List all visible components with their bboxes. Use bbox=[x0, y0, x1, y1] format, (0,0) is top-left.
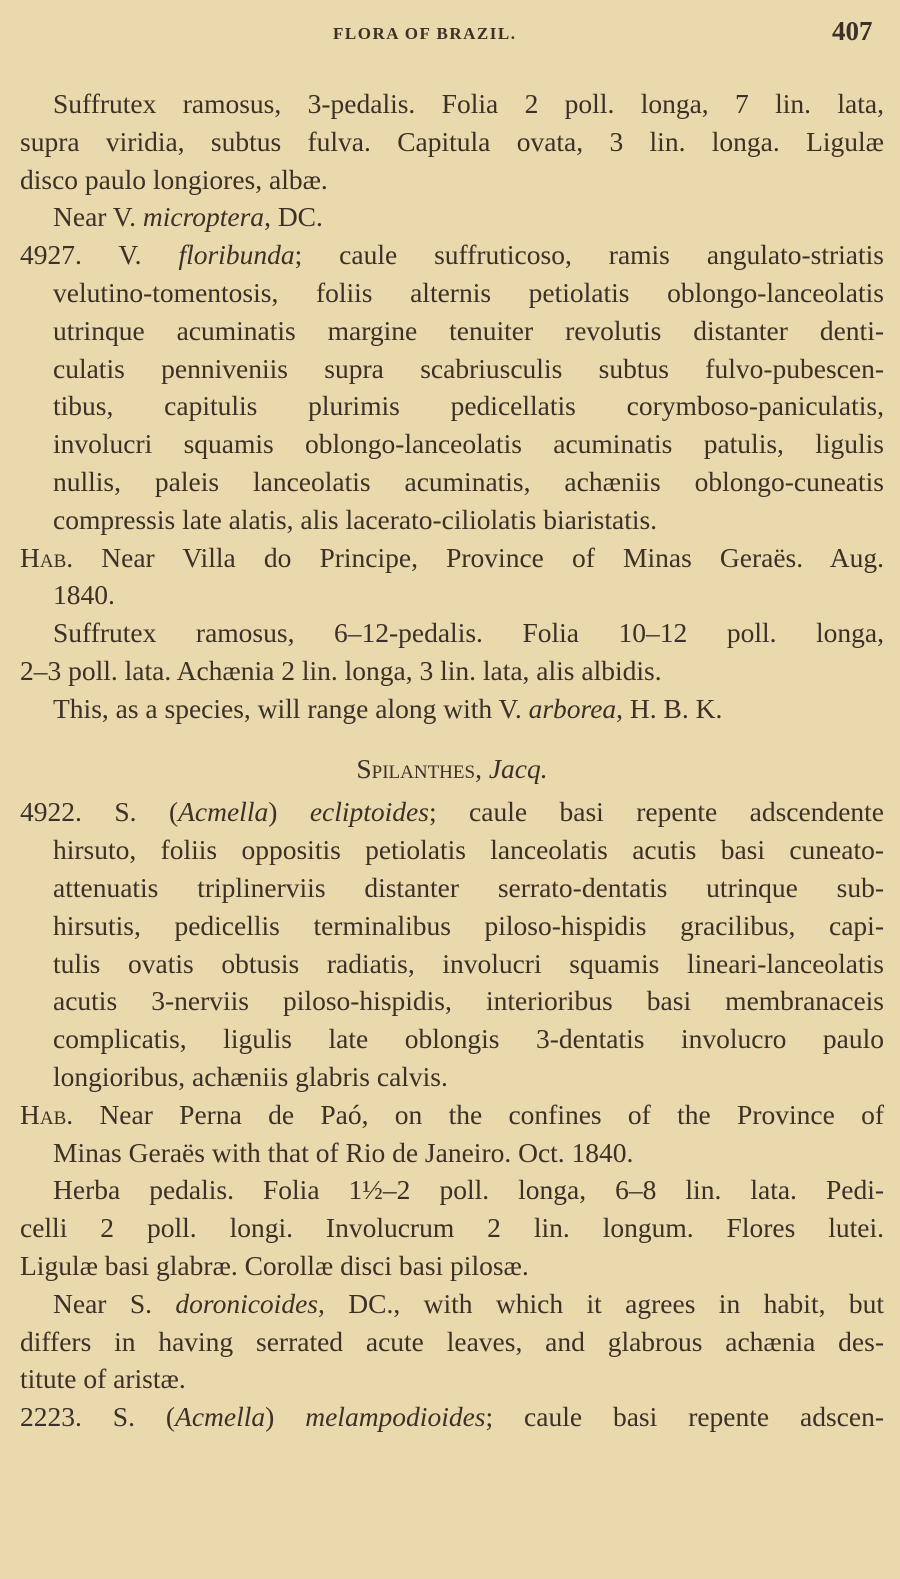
text-span: ) bbox=[265, 1401, 306, 1433]
text-line: longioribus, achæniis glabris calvis. bbox=[53, 1060, 448, 1092]
text-line: Minas Geraës with that of Rio de Janeiro. Oct. 1840. bbox=[53, 1136, 634, 1168]
habitat-label: Hab. bbox=[20, 541, 74, 573]
section-gap bbox=[20, 728, 884, 750]
entry-number: 4922. S. ( bbox=[20, 796, 179, 828]
text-line: differs in having serrated acute leaves, and glabrous achænia des- bbox=[20, 1325, 884, 1357]
habitat-2 bbox=[20, 1096, 884, 1172]
text-line: acutis 3-nerviis piloso-hispidis, interioribus basi membranaceis bbox=[53, 985, 884, 1017]
species-entry-4922 bbox=[20, 793, 884, 1095]
text-span: , H. B. K. bbox=[616, 692, 723, 724]
text-line: celli 2 poll. longi. Involucrum 2 lin. longum. Flores lutei. bbox=[20, 1212, 884, 1244]
text-line: supra viridia, subtus fulva. Capitula ovata, 3 lin. longa. Ligulæ bbox=[20, 125, 884, 157]
text-span: ; caule basi repente adscen- bbox=[485, 1401, 884, 1433]
page-number: 407 bbox=[832, 16, 873, 46]
text-line: utrinque acuminatis margine tenuiter revolutis distanter denti- bbox=[53, 314, 884, 346]
genus-author: Jacq. bbox=[488, 752, 548, 784]
text-span: , DC. bbox=[264, 201, 323, 233]
text-line: hirsuto, foliis oppositis petiolatis lanceolatis acutis basi cuneato- bbox=[53, 834, 884, 866]
text-span: , bbox=[475, 752, 489, 784]
text-span: Near S. bbox=[53, 1287, 176, 1319]
text-line: involucri squamis oblongo-lanceolatis acuminatis patulis, ligulis bbox=[53, 428, 884, 460]
text-line bbox=[20, 1285, 884, 1323]
running-title: FLORA OF BRAZIL. bbox=[333, 24, 517, 43]
text-line: Suffrutex ramosus, 6–12-pedalis. Folia 10–12 poll. longa, bbox=[53, 617, 884, 649]
text-span: Near Villa do Principe, Province of Minas Geraës. Aug. bbox=[73, 541, 884, 573]
text-line: tibus, capitulis plurimis pedicellatis corymboso-paniculatis, bbox=[53, 390, 884, 422]
text-line: culatis penniveniis supra scabriusculis subtus fulvo-pubescen- bbox=[53, 352, 884, 384]
entry-first-line bbox=[20, 236, 884, 274]
text-span: Near V. bbox=[53, 201, 143, 233]
text-line: velutino-tomentosis, foliis alternis petiolatis oblongo-lanceolatis bbox=[53, 276, 884, 308]
paragraph-description-2 bbox=[20, 614, 884, 690]
text-line: Suffrutex ramosus, 3-pedalis. Folia 2 poll. longa, 7 lin. lata, bbox=[53, 88, 884, 119]
text-line: disco paulo longiores, albæ. bbox=[20, 163, 328, 195]
text-line: attenuatis triplinerviis distanter serrato-dentatis utrinque sub- bbox=[53, 871, 884, 903]
page-header bbox=[0, 14, 900, 54]
paragraph-description-1 bbox=[20, 85, 884, 198]
subgenus-name: Acmella bbox=[178, 796, 269, 828]
taxon-name: doronicoides bbox=[175, 1287, 318, 1319]
species-entry-4927 bbox=[20, 236, 884, 538]
taxon-name: arborea bbox=[528, 692, 617, 724]
text-line: nullis, paleis lanceolatis acuminatis, achæniis oblongo-cuneatis bbox=[53, 465, 884, 497]
habitat-1 bbox=[20, 539, 884, 615]
genus-name: Spilanthes bbox=[356, 752, 476, 784]
habitat-line bbox=[20, 1096, 884, 1134]
entry-first-line bbox=[20, 793, 884, 831]
text-line: compressis late alatis, alis lacerato-ciliolatis biaristatis. bbox=[53, 503, 658, 535]
affinity-note-2 bbox=[20, 690, 884, 728]
text-line: 2–3 poll. lata. Achænia 2 lin. longa, 3 lin. lata, alis albidis. bbox=[20, 654, 662, 686]
text-span: , DC., with which it agrees in habit, but bbox=[317, 1287, 884, 1319]
text-line: tulis ovatis obtusis radiatis, involucri squamis lineari-lanceolatis bbox=[53, 947, 884, 979]
body-text bbox=[20, 85, 884, 1436]
text-line: hirsutis, pedicellis terminalibus piloso-hispidis gracilibus, capi- bbox=[53, 909, 884, 941]
taxon-name: ecliptoides bbox=[309, 796, 429, 828]
text-line: complicatis, ligulis late oblongis 3-dentatis involucro paulo bbox=[53, 1023, 884, 1055]
entry-number: 4927. V. bbox=[20, 239, 179, 271]
species-entry-2223 bbox=[20, 1398, 884, 1436]
affinity-note-1 bbox=[20, 198, 884, 236]
text-line: 1840. bbox=[53, 579, 115, 611]
text-span: ; caule suffruticoso, ramis angulato-striatis bbox=[294, 239, 884, 271]
text-line: titute of aristæ. bbox=[20, 1363, 186, 1395]
entry-number: 2223. S. ( bbox=[20, 1401, 176, 1433]
text-line: Herba pedalis. Folia 1½–2 poll. longa, 6–8 lin. lata. Pedi- bbox=[53, 1174, 884, 1206]
entry-first-line bbox=[20, 1398, 884, 1436]
habitat-label: Hab. bbox=[20, 1098, 74, 1130]
taxon-name: microptera bbox=[142, 201, 265, 233]
text-span: ) bbox=[268, 796, 310, 828]
taxon-name: floribunda bbox=[178, 239, 295, 271]
paragraph-description-3 bbox=[20, 1171, 884, 1284]
affinity-note-3 bbox=[20, 1285, 884, 1398]
text-span: ; caule basi repente adscendente bbox=[428, 796, 884, 828]
genus-heading bbox=[20, 750, 884, 788]
text-line: Ligulæ basi glabræ. Corollæ disci basi pilosæ. bbox=[20, 1249, 529, 1281]
text-span: This, as a species, will range along with V. bbox=[53, 692, 529, 724]
habitat-line bbox=[20, 539, 884, 577]
taxon-name: melampodioides bbox=[305, 1401, 486, 1433]
text-span: Near Perna de Paó, on the confines of the Province of bbox=[73, 1098, 884, 1130]
subgenus-name: Acmella bbox=[175, 1401, 266, 1433]
